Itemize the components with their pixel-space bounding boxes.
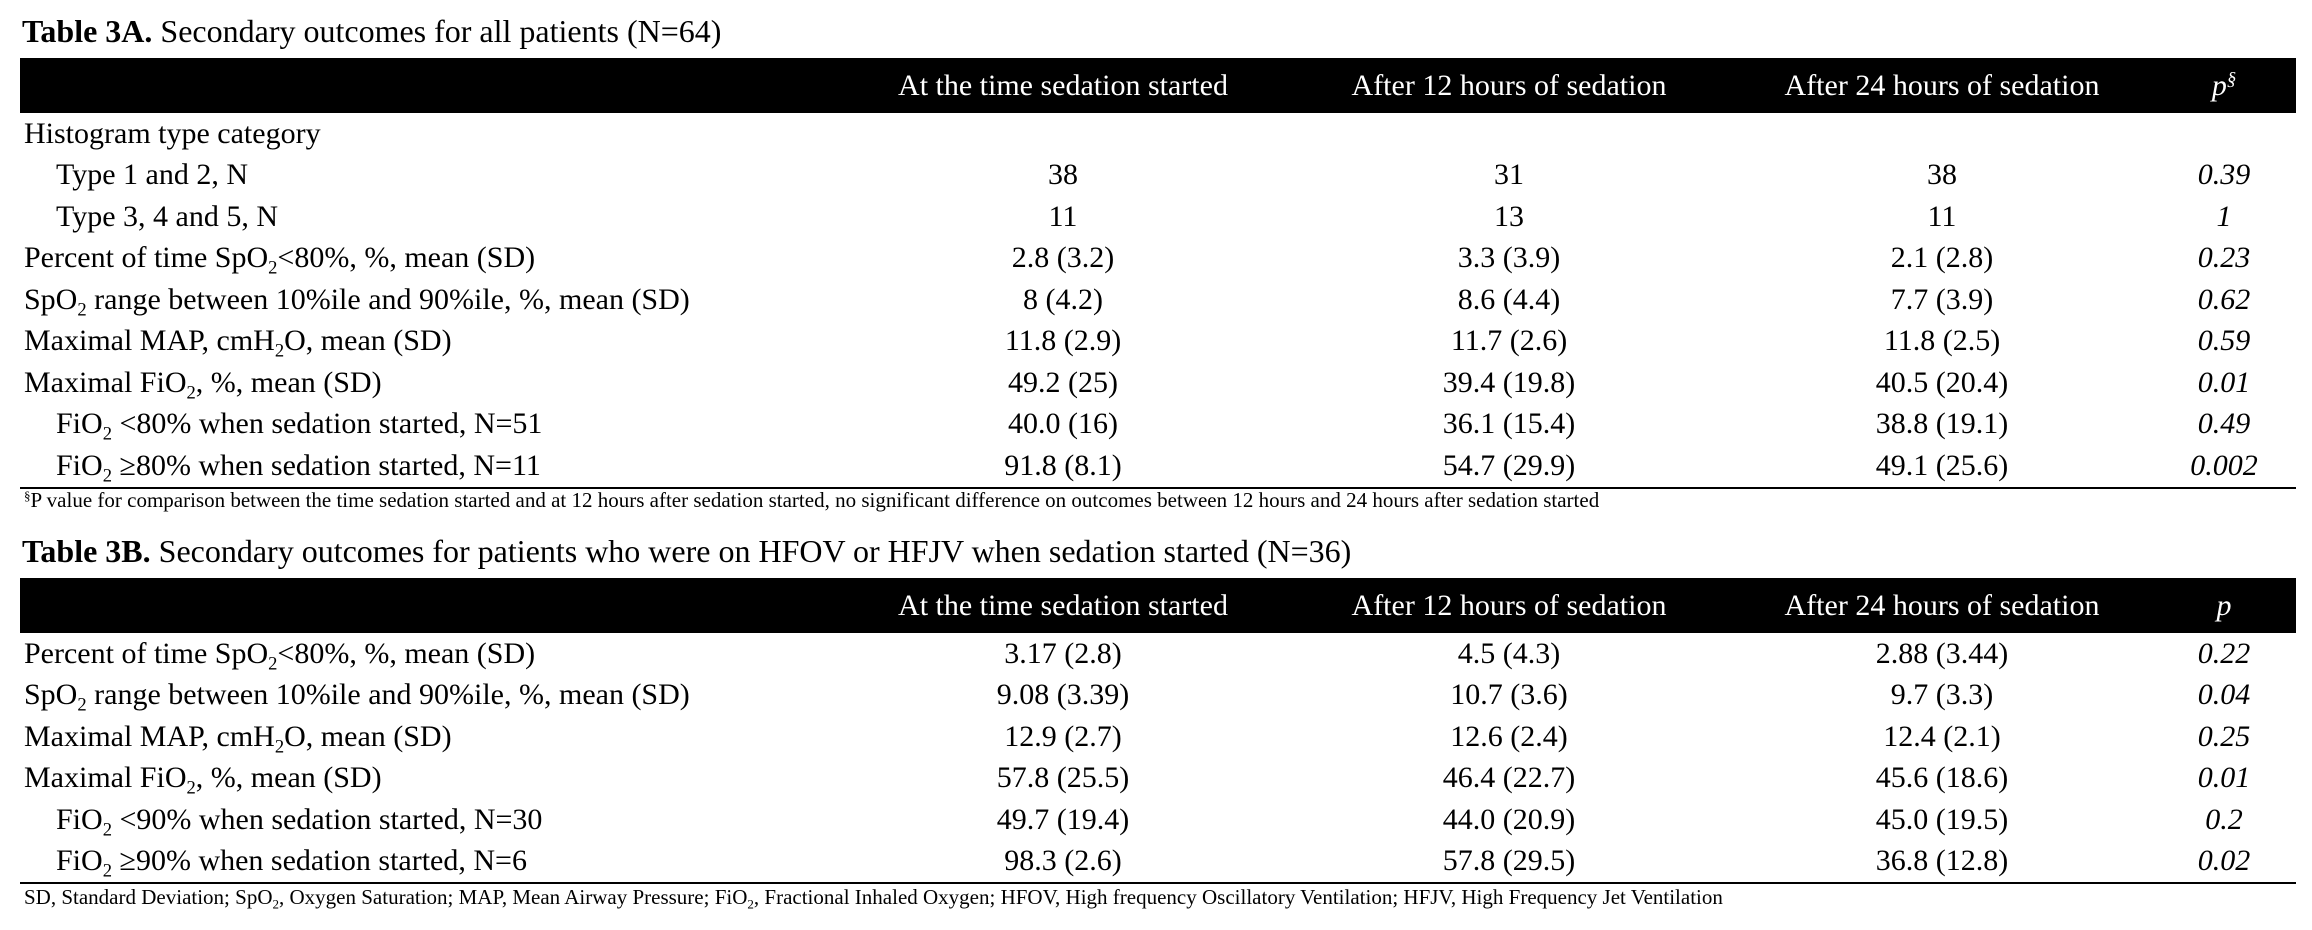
cell-at-start: 38 xyxy=(1048,158,1078,192)
row-label-text: , %, mean (SD) xyxy=(195,365,382,399)
cell-at-start: 98.3 (2.6) xyxy=(840,841,1286,884)
cell-p-value: 0.01 xyxy=(2197,365,2251,399)
table-3b-header-col3: After 24 hours of sedation xyxy=(1784,588,2100,622)
table-row xyxy=(20,155,2296,197)
table-3a-footnote xyxy=(24,487,1599,513)
cell-p-value: 0.2 xyxy=(2205,802,2243,836)
cell-p-value: 0.01 xyxy=(2197,761,2251,795)
row-label xyxy=(20,362,840,404)
cell-at-start: 91.8 (8.1) xyxy=(840,445,1286,488)
table-3a-caption-text: Secondary outcomes for all patients (N=64) xyxy=(152,13,722,49)
row-label-subscript: 2 xyxy=(268,653,278,675)
table-row xyxy=(20,799,2296,841)
row-label-text: O, mean (SD) xyxy=(284,719,452,753)
table-3b-footnote-sub: 2 xyxy=(272,896,279,912)
table-row xyxy=(20,238,2296,280)
table-3b-footnote-part: , Oxygen Saturation; MAP, Mean Airway Pressure; FiO xyxy=(279,885,748,909)
cell-12-hours: 54.7 (29.9) xyxy=(1286,445,1732,488)
cell-at-start: 12.9 (2.7) xyxy=(1004,719,1122,753)
cell-at-start: 49.2 (25) xyxy=(1008,365,1118,399)
cell-24-hours: 2.1 (2.8) xyxy=(1890,241,1994,275)
cell-p-value: 0.62 xyxy=(2197,282,2251,316)
row-label xyxy=(20,238,840,280)
cell-p-value: 0.002 xyxy=(2152,445,2296,488)
row-label-text: <90% when sedation started, N=30 xyxy=(111,802,543,836)
row-label xyxy=(20,841,840,884)
table-3a-header-label xyxy=(20,58,840,113)
cell-p-value: 0.25 xyxy=(2197,719,2251,753)
cell-at-start: 9.08 (3.39) xyxy=(996,678,1130,712)
cell-at-start: 57.8 (25.5) xyxy=(996,761,1130,795)
table-3b-header-col1: At the time sedation started xyxy=(898,588,1228,622)
cell-12-hours: 8.6 (4.4) xyxy=(1457,282,1561,316)
cell-24-hours: 2.88 (3.44) xyxy=(1875,636,2009,670)
table-row xyxy=(20,758,2296,800)
cell-12-hours: 36.1 (15.4) xyxy=(1442,407,1576,441)
row-label xyxy=(20,404,840,446)
cell-12-hours: 11.7 (2.6) xyxy=(1450,324,1568,358)
cell-24-hours: 45.6 (18.6) xyxy=(1875,761,2009,795)
row-label-text: range between 10%ile and 90%ile, %, mean (SD) xyxy=(86,678,690,712)
row-label-text: <80% when sedation started, N=51 xyxy=(111,407,543,441)
table-3a-caption-label: Table 3A. xyxy=(22,13,153,49)
cell-at-start xyxy=(840,113,1286,155)
row-label-text: O, mean (SD) xyxy=(284,324,452,358)
row-label-text: FiO xyxy=(56,802,103,836)
row-label-subscript: 2 xyxy=(268,257,278,279)
table-3b-footnote-part: , Fractional Inhaled Oxygen; HFOV, High frequency Oscillatory Ventilation; HFJV, High Frequency Jet Ventilation xyxy=(753,885,1723,909)
table-row xyxy=(20,841,2296,884)
cell-at-start: 40.0 (16) xyxy=(1008,407,1118,441)
table-3a-header-p xyxy=(2152,58,2296,113)
row-label-text: <80%, %, mean (SD) xyxy=(277,636,536,670)
cell-24-hours: 45.0 (19.5) xyxy=(1875,802,2009,836)
table-row xyxy=(20,445,2296,488)
table-3b-footnote xyxy=(24,884,1723,910)
cell-at-start: 2.8 (3.2) xyxy=(1011,241,1115,275)
cell-12-hours: 10.7 (3.6) xyxy=(1450,678,1568,712)
cell-12-hours: 44.0 (20.9) xyxy=(1442,802,1576,836)
table-row xyxy=(20,404,2296,446)
row-label xyxy=(20,758,840,800)
table-3a-header-col2: After 12 hours of sedation xyxy=(1351,68,1667,102)
cell-12-hours: 57.8 (29.5) xyxy=(1286,841,1732,884)
row-label-text: FiO xyxy=(56,407,103,441)
table-row xyxy=(20,675,2296,717)
cell-24-hours: 12.4 (2.1) xyxy=(1883,719,2001,753)
row-label-subscript: 2 xyxy=(102,423,112,445)
table-3a-header-col1: At the time sedation started xyxy=(898,68,1228,102)
row-label-text: FiO xyxy=(56,844,103,878)
table-row xyxy=(20,633,2296,675)
row-label-text: Maximal FiO xyxy=(24,761,187,795)
row-label-subscript: 2 xyxy=(186,777,196,799)
cell-24-hours: 11.8 (2.5) xyxy=(1883,324,2001,358)
row-label xyxy=(20,799,840,841)
row-label-text: Maximal MAP, cmH xyxy=(24,719,275,753)
cell-p-value: 0.04 xyxy=(2197,678,2251,712)
table-3a-body xyxy=(20,113,2296,488)
table-3b xyxy=(20,578,2296,884)
cell-12-hours: 31 xyxy=(1494,158,1524,192)
row-label-text: ≥90% when sedation started, N=6 xyxy=(111,844,527,878)
cell-p-value: 0.02 xyxy=(2152,841,2296,884)
row-label-text: range between 10%ile and 90%ile, %, mean (SD) xyxy=(86,282,690,316)
table-3b-caption-text: Secondary outcomes for patients who were on HFOV or HFJV when sedation started (N=36) xyxy=(150,533,1352,569)
table-3a-header-col3: After 24 hours of sedation xyxy=(1784,68,2100,102)
table-3a xyxy=(20,58,2296,489)
table-3b-header-col2: After 12 hours of sedation xyxy=(1351,588,1667,622)
row-label-subscript: 2 xyxy=(102,819,112,841)
cell-at-start: 49.7 (19.4) xyxy=(996,802,1130,836)
table-row xyxy=(20,279,2296,321)
cell-24-hours: 40.5 (20.4) xyxy=(1875,365,2009,399)
table-3a-footnote-text: P value for comparison between the time sedation started and at 12 hours after sedation started, no significant difference on outcomes between 12 hours and 24 hours after sedation started xyxy=(30,488,1600,512)
table-3a-header-p-mark: § xyxy=(2226,68,2237,90)
cell-p-value: 0.39 xyxy=(2197,158,2251,192)
table-3b-caption-label: Table 3B. xyxy=(22,533,151,569)
table-row xyxy=(20,716,2296,758)
cell-24-hours: 36.8 (12.8) xyxy=(1732,841,2152,884)
row-label-text: Type 3, 4 and 5, N xyxy=(56,199,279,233)
table-row xyxy=(20,113,2296,155)
row-label xyxy=(20,321,840,363)
table-3a-footnote-mark: § xyxy=(24,487,31,503)
cell-p-value xyxy=(2152,113,2296,155)
row-label-text: Type 1 and 2, N xyxy=(56,158,249,192)
cell-24-hours: 38 xyxy=(1927,158,1957,192)
cell-12-hours: 3.3 (3.9) xyxy=(1457,241,1561,275)
cell-24-hours: 49.1 (25.6) xyxy=(1732,445,2152,488)
table-3b-body xyxy=(20,633,2296,883)
table-3a-header-row xyxy=(20,58,2296,113)
row-label xyxy=(20,155,840,197)
row-label xyxy=(20,445,840,488)
cell-12-hours: 13 xyxy=(1494,199,1524,233)
cell-12-hours: 46.4 (22.7) xyxy=(1442,761,1576,795)
row-label-subscript: 2 xyxy=(274,340,285,362)
row-label xyxy=(20,196,840,238)
row-label-text: <80%, %, mean (SD) xyxy=(277,241,536,275)
row-label-text: Percent of time SpO xyxy=(24,241,269,275)
table-row xyxy=(20,196,2296,238)
row-label-text: ≥80% when sedation started, N=11 xyxy=(111,448,541,482)
row-label-subscript: 2 xyxy=(186,382,196,404)
cell-p-value: 0.49 xyxy=(2197,407,2251,441)
cell-24-hours: 9.7 (3.3) xyxy=(1890,678,1994,712)
table-row xyxy=(20,362,2296,404)
row-label-subscript: 2 xyxy=(77,299,87,321)
cell-p-value: 1 xyxy=(2216,199,2232,233)
table-3a-caption xyxy=(22,12,721,50)
table-3b-caption xyxy=(22,532,1351,570)
cell-24-hours: 38.8 (19.1) xyxy=(1875,407,2009,441)
row-label-text: FiO xyxy=(56,448,103,482)
cell-12-hours xyxy=(1286,113,1732,155)
row-label xyxy=(20,716,840,758)
row-label xyxy=(20,675,840,717)
row-label-text: Maximal MAP, cmH xyxy=(24,324,275,358)
cell-24-hours xyxy=(1732,113,2152,155)
cell-at-start: 8 (4.2) xyxy=(1023,282,1103,316)
cell-p-value: 0.22 xyxy=(2197,636,2251,670)
cell-at-start: 3.17 (2.8) xyxy=(1004,636,1122,670)
table-3b-header-label xyxy=(20,578,840,633)
row-label xyxy=(20,279,840,321)
cell-12-hours: 12.6 (2.4) xyxy=(1450,719,1568,753)
cell-12-hours: 39.4 (19.8) xyxy=(1442,365,1576,399)
table-3b-footnote-sub: 2 xyxy=(747,896,754,912)
cell-12-hours: 4.5 (4.3) xyxy=(1457,636,1561,670)
table-3b-header-p: p xyxy=(2216,588,2232,622)
cell-at-start: 11 xyxy=(1048,199,1078,233)
cell-p-value: 0.59 xyxy=(2197,324,2251,358)
row-label-subscript: 2 xyxy=(102,860,112,882)
table-3b-header-row xyxy=(20,578,2296,633)
row-label xyxy=(20,633,840,675)
row-label-text: , %, mean (SD) xyxy=(195,761,382,795)
table-row xyxy=(20,321,2296,363)
row-label-text: Percent of time SpO xyxy=(24,636,269,670)
row-label-text: Maximal FiO xyxy=(24,365,187,399)
cell-p-value: 0.23 xyxy=(2197,241,2251,275)
row-label-subscript: 2 xyxy=(77,694,87,716)
cell-24-hours: 7.7 (3.9) xyxy=(1890,282,1994,316)
cell-at-start: 11.8 (2.9) xyxy=(1004,324,1122,358)
row-label-subscript: 2 xyxy=(102,465,112,487)
row-label-text: SpO xyxy=(24,678,78,712)
table-3a-header-p-text: p xyxy=(2211,68,2227,102)
cell-24-hours: 11 xyxy=(1927,199,1957,233)
table-3b-footnote-part: SD, Standard Deviation; SpO xyxy=(24,885,273,909)
row-label-text: SpO xyxy=(24,282,78,316)
row-label-text: Histogram type category xyxy=(24,116,321,150)
row-label xyxy=(20,113,840,155)
row-label-subscript: 2 xyxy=(274,736,285,758)
